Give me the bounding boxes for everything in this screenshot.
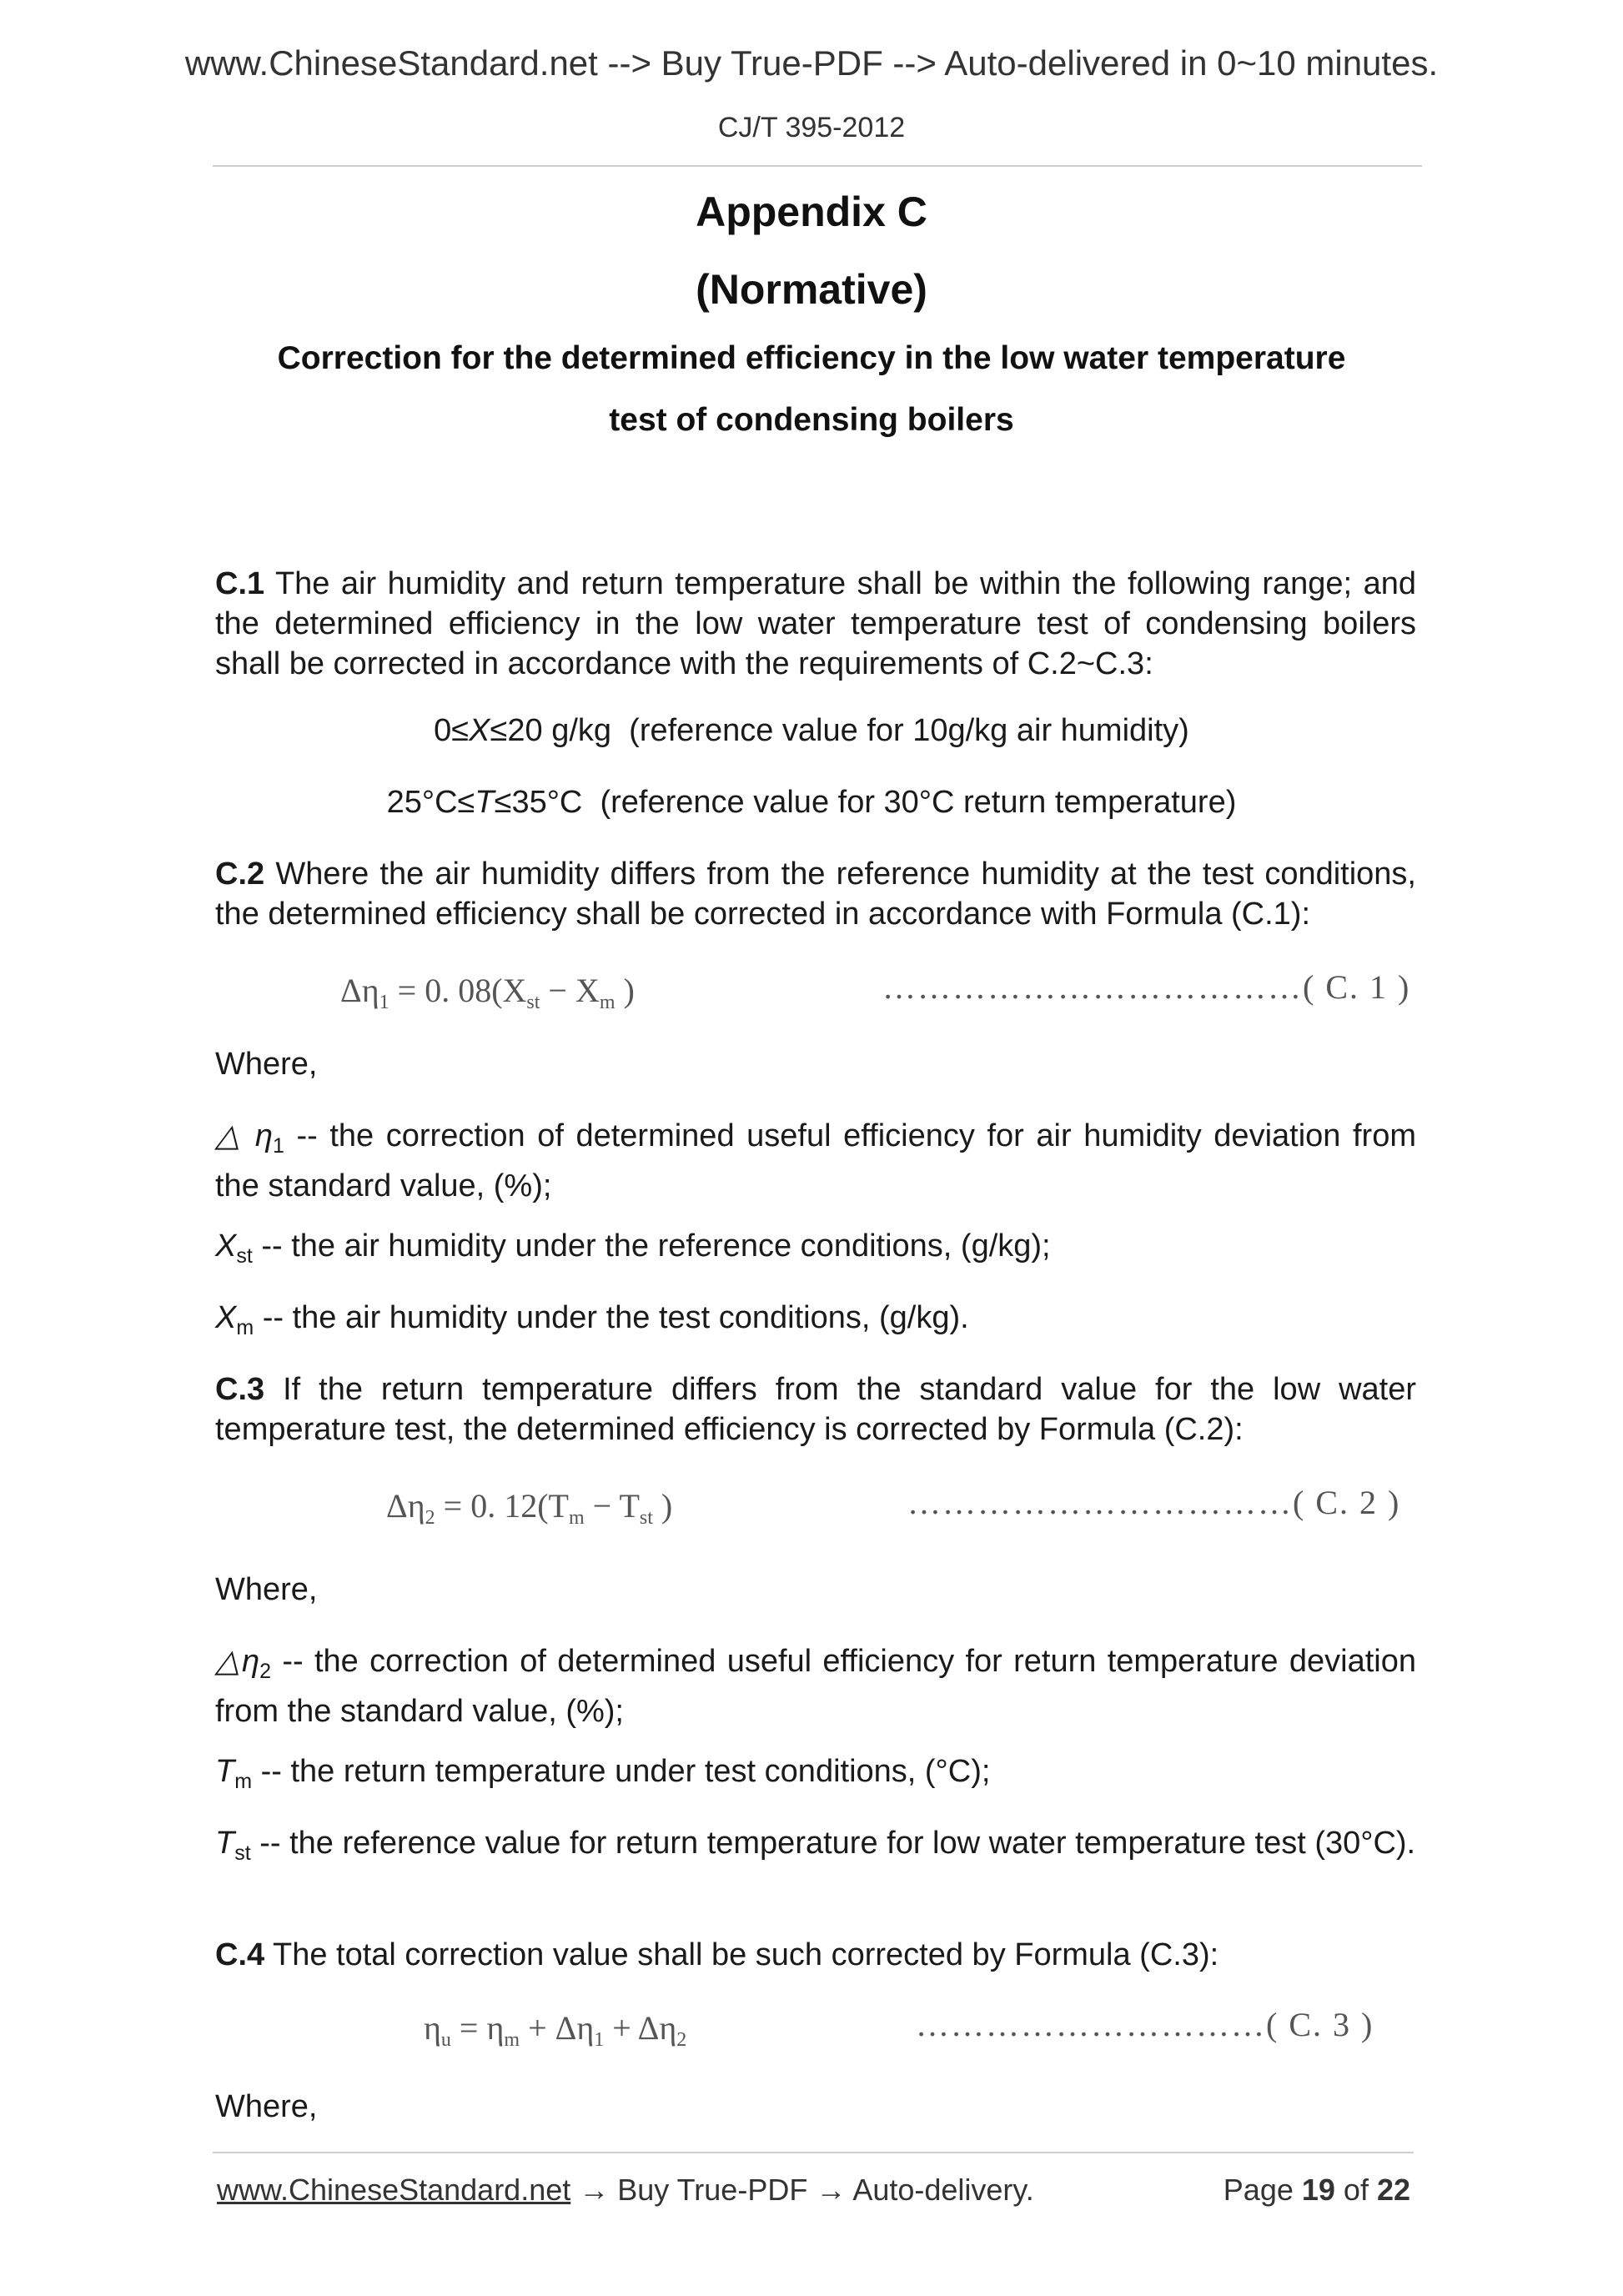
clause-c4-number: C.4 xyxy=(215,1937,265,1972)
def-tm-sub: m xyxy=(234,1770,253,1793)
standard-code: CJ/T 395-2012 xyxy=(717,112,906,143)
range-humidity-note: (reference value for 10g/kg air humidity) xyxy=(629,713,1189,748)
appendix-normative: (Normative) xyxy=(696,266,927,313)
header-banner: www.ChineseStandard.net --> Buy True-PDF --> Auto-delivered in 0~10 minutes. xyxy=(184,43,1439,83)
formula-c1 xyxy=(215,962,1416,1016)
footer-promo xyxy=(217,2173,1034,2208)
formula-c3-s1: 1 xyxy=(594,2029,605,2051)
formula-c3-s2: 2 xyxy=(676,2029,687,2051)
clause-c3-text: If the return temperature differs from the standard value for the low water temperature test, the determined efficiency is corrected by Formula (C.2): xyxy=(215,1372,1417,1447)
def-tm-text: -- the return temperature under test conditions, (°C); xyxy=(252,1754,991,1789)
formula-c3-eta: η xyxy=(424,2009,441,2047)
formula-c3-expression xyxy=(424,2008,686,2052)
range-temp-note: (reference value for 30°C return temperature) xyxy=(600,785,1237,820)
formula-c2-delta: Δη xyxy=(386,1487,425,1525)
where-c2: Where, xyxy=(215,1047,318,1082)
formula-c3-u: u xyxy=(440,2029,451,2051)
clause-c1-number: C.1 xyxy=(215,566,265,601)
range-humidity-var: X xyxy=(469,713,490,748)
formula-c3-plus2: + Δη xyxy=(604,2009,677,2047)
footer-link[interactable]: www.ChineseStandard.net xyxy=(217,2173,571,2207)
formula-c3-eq: = η xyxy=(450,2009,505,2047)
clause-c1-text: The air humidity and return temperature shall be within the following range; and the determined efficiency in the low water temperature test of condensing boilers shall be corrected in accordance with the requirements of C.2~C.3: xyxy=(215,566,1417,681)
def-tst xyxy=(215,1823,1416,1873)
def-tst-text: -- the reference value for return temperature for low water temperature test (30°C). xyxy=(250,1826,1416,1861)
formula-c1-delta: Δη xyxy=(340,972,379,1009)
appendix-heading-line1: Correction for the determined efficiency in the low water temperature xyxy=(277,340,1346,376)
formula-c1-xm: m xyxy=(599,992,616,1013)
def-delta-eta1-symbol: △ η xyxy=(215,1118,273,1153)
def-delta-eta2-symbol: △η xyxy=(215,1644,260,1679)
formula-c1-close: ) xyxy=(615,972,635,1009)
formula-c3 xyxy=(215,2000,1416,2053)
def-delta-eta2-sub: 2 xyxy=(259,1660,271,1683)
def-xm xyxy=(215,1298,1416,1348)
formula-c2-expression xyxy=(386,1486,672,1530)
range-temp-upper: ≤35°C xyxy=(494,785,583,820)
range-temp-lower: 25°C≤ xyxy=(386,785,475,820)
range-humidity xyxy=(0,711,1623,751)
def-xm-symbol: X xyxy=(215,1300,237,1335)
appendix-heading-line2: test of condensing boilers xyxy=(609,402,1014,438)
footer-divider xyxy=(213,2152,1414,2153)
appendix-title: Appendix C xyxy=(696,188,927,235)
formula-c3-number: …………………………( C. 3 ) xyxy=(916,2006,1374,2043)
formula-c2-tst: st xyxy=(639,1507,653,1529)
def-delta-eta1 xyxy=(215,1116,1416,1206)
clause-c4-text: The total correction value shall be such corrected by Formula (C.3): xyxy=(273,1937,1219,1972)
formula-c2-minus: − T xyxy=(584,1487,640,1525)
def-xst xyxy=(215,1226,1416,1276)
formula-c1-xst: st xyxy=(526,992,540,1013)
def-xst-symbol: X xyxy=(215,1228,237,1264)
formula-c1-delta-sub: 1 xyxy=(379,992,389,1013)
range-humidity-upper: ≤20 g/kg xyxy=(490,713,612,748)
formula-c2 xyxy=(215,1478,1416,1531)
def-xst-sub: st xyxy=(236,1244,253,1268)
formula-c2-number: ……………………………( C. 2 ) xyxy=(907,1484,1401,1521)
formula-c2-delta-sub: 2 xyxy=(425,1507,435,1529)
formula-c3-plus1: + Δη xyxy=(520,2009,595,2047)
def-tst-symbol: T xyxy=(215,1826,235,1861)
formula-c1-minus: − X xyxy=(540,972,600,1009)
def-xm-sub: m xyxy=(236,1316,254,1339)
clause-c2-text: Where the air humidity differs from the reference humidity at the test conditions, the determined efficiency shall be corrected in accordance with Formula (C.1): xyxy=(215,857,1416,932)
footer-promo-text: → Buy True-PDF → Auto-delivery. xyxy=(570,2173,1034,2207)
page-label: Page xyxy=(1223,2173,1302,2207)
formula-c1-number: ………………………………( C. 1 ) xyxy=(882,968,1411,1006)
formula-c2-close: ) xyxy=(652,1487,673,1525)
def-xst-text: -- the air humidity under the reference conditions, (g/kg); xyxy=(252,1228,1051,1264)
range-temp-var: T xyxy=(475,785,495,820)
page-number: 19 xyxy=(1301,2173,1335,2207)
header-divider xyxy=(213,165,1422,167)
formula-c2-mid: = 0. 12(T xyxy=(435,1487,569,1525)
page-total: 22 xyxy=(1376,2173,1410,2207)
clause-c2-number: C.2 xyxy=(215,857,265,892)
formula-c3-m: m xyxy=(504,2029,520,2051)
clause-c1 xyxy=(215,564,1416,684)
clause-c2 xyxy=(215,854,1416,934)
def-tm xyxy=(215,1751,1416,1801)
def-delta-eta2-text: -- the correction of determined useful efficiency for return temperature deviation from the standard value, (%); xyxy=(215,1644,1417,1729)
formula-c2-tm: m xyxy=(568,1507,585,1529)
def-delta-eta2 xyxy=(215,1641,1416,1731)
where-c3: Where, xyxy=(215,1572,318,1607)
def-delta-eta1-sub: 1 xyxy=(272,1134,284,1158)
page-of-label: of xyxy=(1334,2173,1377,2207)
formula-c1-mid: = 0. 08(X xyxy=(389,972,527,1009)
page-indicator xyxy=(1224,2173,1410,2208)
range-humidity-lower: 0≤ xyxy=(434,713,470,748)
clause-c3 xyxy=(215,1369,1416,1449)
clause-c4 xyxy=(215,1935,1416,1975)
def-xm-text: -- the air humidity under the test conditions, (g/kg). xyxy=(254,1300,969,1335)
range-temperature xyxy=(0,782,1623,822)
clause-c3-number: C.3 xyxy=(215,1372,265,1407)
where-c4: Where, xyxy=(215,2089,318,2124)
formula-c1-expression xyxy=(340,971,635,1014)
def-tm-symbol: T xyxy=(215,1754,235,1789)
def-delta-eta1-text: -- the correction of determined useful efficiency for air humidity deviation from the standard value, (%); xyxy=(215,1118,1416,1203)
def-tst-sub: st xyxy=(234,1841,251,1865)
